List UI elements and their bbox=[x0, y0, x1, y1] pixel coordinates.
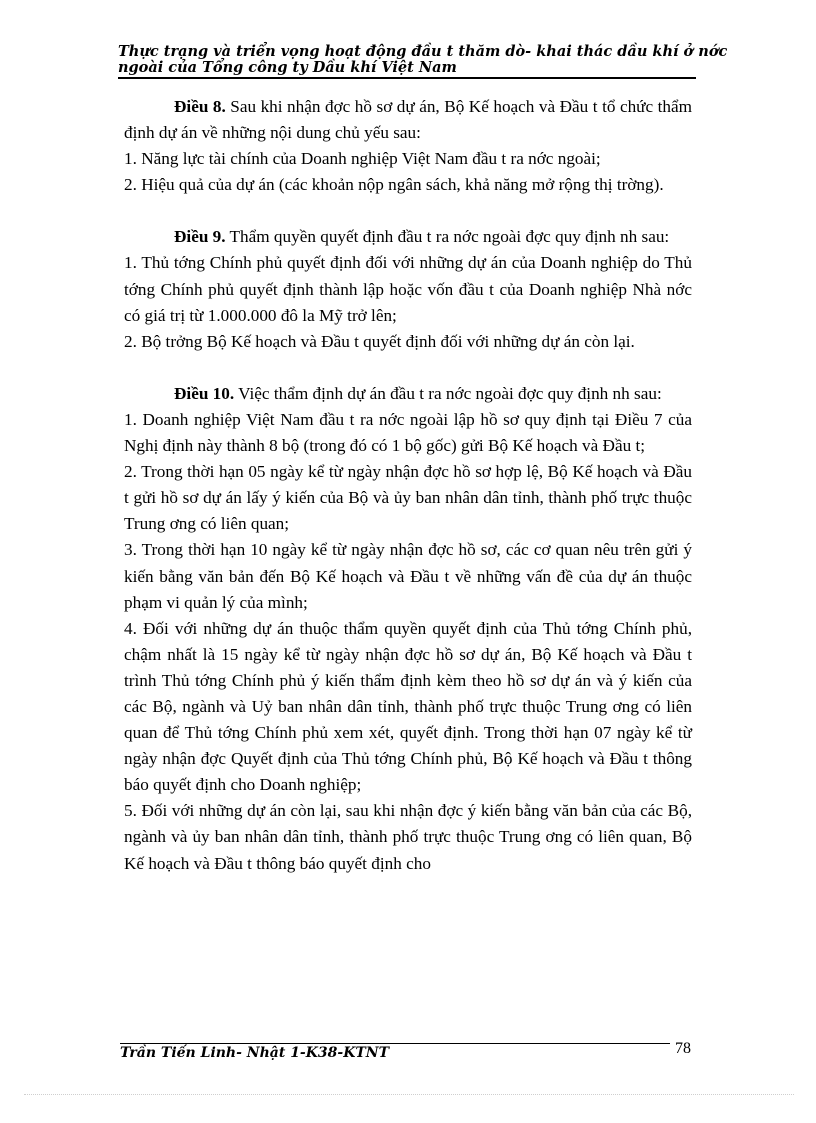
article-8-title: Điều 8. bbox=[174, 97, 226, 116]
article-10-item-3: 3. Trong thời hạn 10 ngày kể từ ngày nhận đợc hồ sơ, các cơ quan nêu trên gửi ý kiến bằng văn bản đến Bộ Kế hoạch và Đầu t về những vấn đề của dự án thuộc phạm vi quản lý của mình; bbox=[124, 540, 692, 612]
article-10-title: Điều 10. bbox=[174, 383, 235, 403]
article-8-intro-text: Sau khi nhận đợc hồ sơ dự án, Bộ Kế hoạch và Đầu t tổ chức thẩm định dự án về những nội dung chủ yếu sau: bbox=[124, 97, 693, 143]
article-8-intro bbox=[124, 94, 692, 146]
article-9-intro-text: Thẩm quyền quyết định đầu t ra nớc ngoài đợc quy định nh sau: bbox=[225, 227, 670, 247]
article-10-item-4: 4. Đối với những dự án thuộc thẩm quyền quyết định của Thủ tớng Chính phủ, chậm nhất là 15 ngày kể từ ngày nhận đợc hồ sơ dự án, Bộ Kế hoạch và Đầu t trình Thủ tớng Chính phủ ý kiến thẩm định kèm theo hồ sơ dự án và ý kiến của các Bộ, ngành và Uỷ ban nhân dân tỉnh, thành phố trực thuộc Trung ơng có liên quan để Thủ tớng Chính phủ xem xét, quyết định. Trong thời hạn 07 ngày kể từ ngày nhận đợc Quyết định của Thủ tớng Chính phủ, Bộ Kế hoạch và Đầu t thông báo quyết định cho Doanh nghiệp; bbox=[124, 618, 692, 795]
page-bottom-edge bbox=[24, 1094, 794, 1095]
article-10-intro-text: Việc thẩm định dự án đầu t ra nớc ngoài đợc quy định nh sau: bbox=[234, 383, 662, 403]
running-header bbox=[118, 43, 728, 79]
article-8-item-1: 1. Năng lực tài chính của Doanh nghiệp Việt Nam đầu t ra nớc ngoài; bbox=[124, 149, 601, 169]
article-9-item-1: 1. Thủ tớng Chính phủ quyết định đối với những dự án của Doanh nghiệp do Thủ tớng Chính phủ quyết định thành lập hoặc vốn đầu t của Doanh nghiệp Nhà nớc có giá trị từ 1.000.000 đô la Mỹ trở lên; bbox=[124, 253, 692, 325]
document-body bbox=[124, 94, 692, 877]
header-line-1: Thực trạng và triển vọng hoạt động đầu t thăm dò- khai thác dầu khí ở nớc bbox=[118, 43, 728, 60]
article-10-intro bbox=[124, 381, 692, 407]
article-9-title: Điều 9. bbox=[174, 227, 226, 247]
footer-divider bbox=[120, 1043, 670, 1044]
footer-author: Trần Tiến Linh- Nhật 1-K38-KTNT bbox=[120, 1045, 390, 1061]
article-9-item-2: 2. Bộ trởng Bộ Kế hoạch và Đầu t quyết định đối với những dự án còn lại. bbox=[124, 331, 635, 351]
article-9-intro bbox=[124, 224, 692, 250]
article-8-item-2: 2. Hiệu quả của dự án (các khoản nộp ngân sách, khả năng mở rộng thị trờng). bbox=[124, 175, 664, 195]
page-number: 78 bbox=[675, 1040, 691, 1057]
article-10-item-1: 1. Doanh nghiệp Việt Nam đầu t ra nớc ngoài lập hồ sơ quy định tại Điều 7 của Nghị định này thành 8 bộ (trong đó có 1 bộ gốc) gửi Bộ Kế hoạch và Đầu t; bbox=[124, 409, 692, 456]
header-line-2: ngoài của Tổng công ty Dầu khí Việt Nam bbox=[118, 59, 457, 76]
article-10-item-2: 2. Trong thời hạn 05 ngày kể từ ngày nhận đợc hồ sơ hợp lệ, Bộ Kế hoạch và Đầu t gửi hồ sơ dự án lấy ý kiến của Bộ và ủy ban nhân dân tỉnh, thành phố trực thuộc Trung ơng có liên quan; bbox=[124, 462, 692, 534]
article-10-item-5: 5. Đối với những dự án còn lại, sau khi nhận đợc ý kiến bằng văn bản của các Bộ, ngành và ủy ban nhân dân tỉnh, thành phố trực thuộc Trung ơng có liên quan, Bộ Kế hoạch và Đầu t thông báo quyết định cho bbox=[124, 801, 692, 873]
